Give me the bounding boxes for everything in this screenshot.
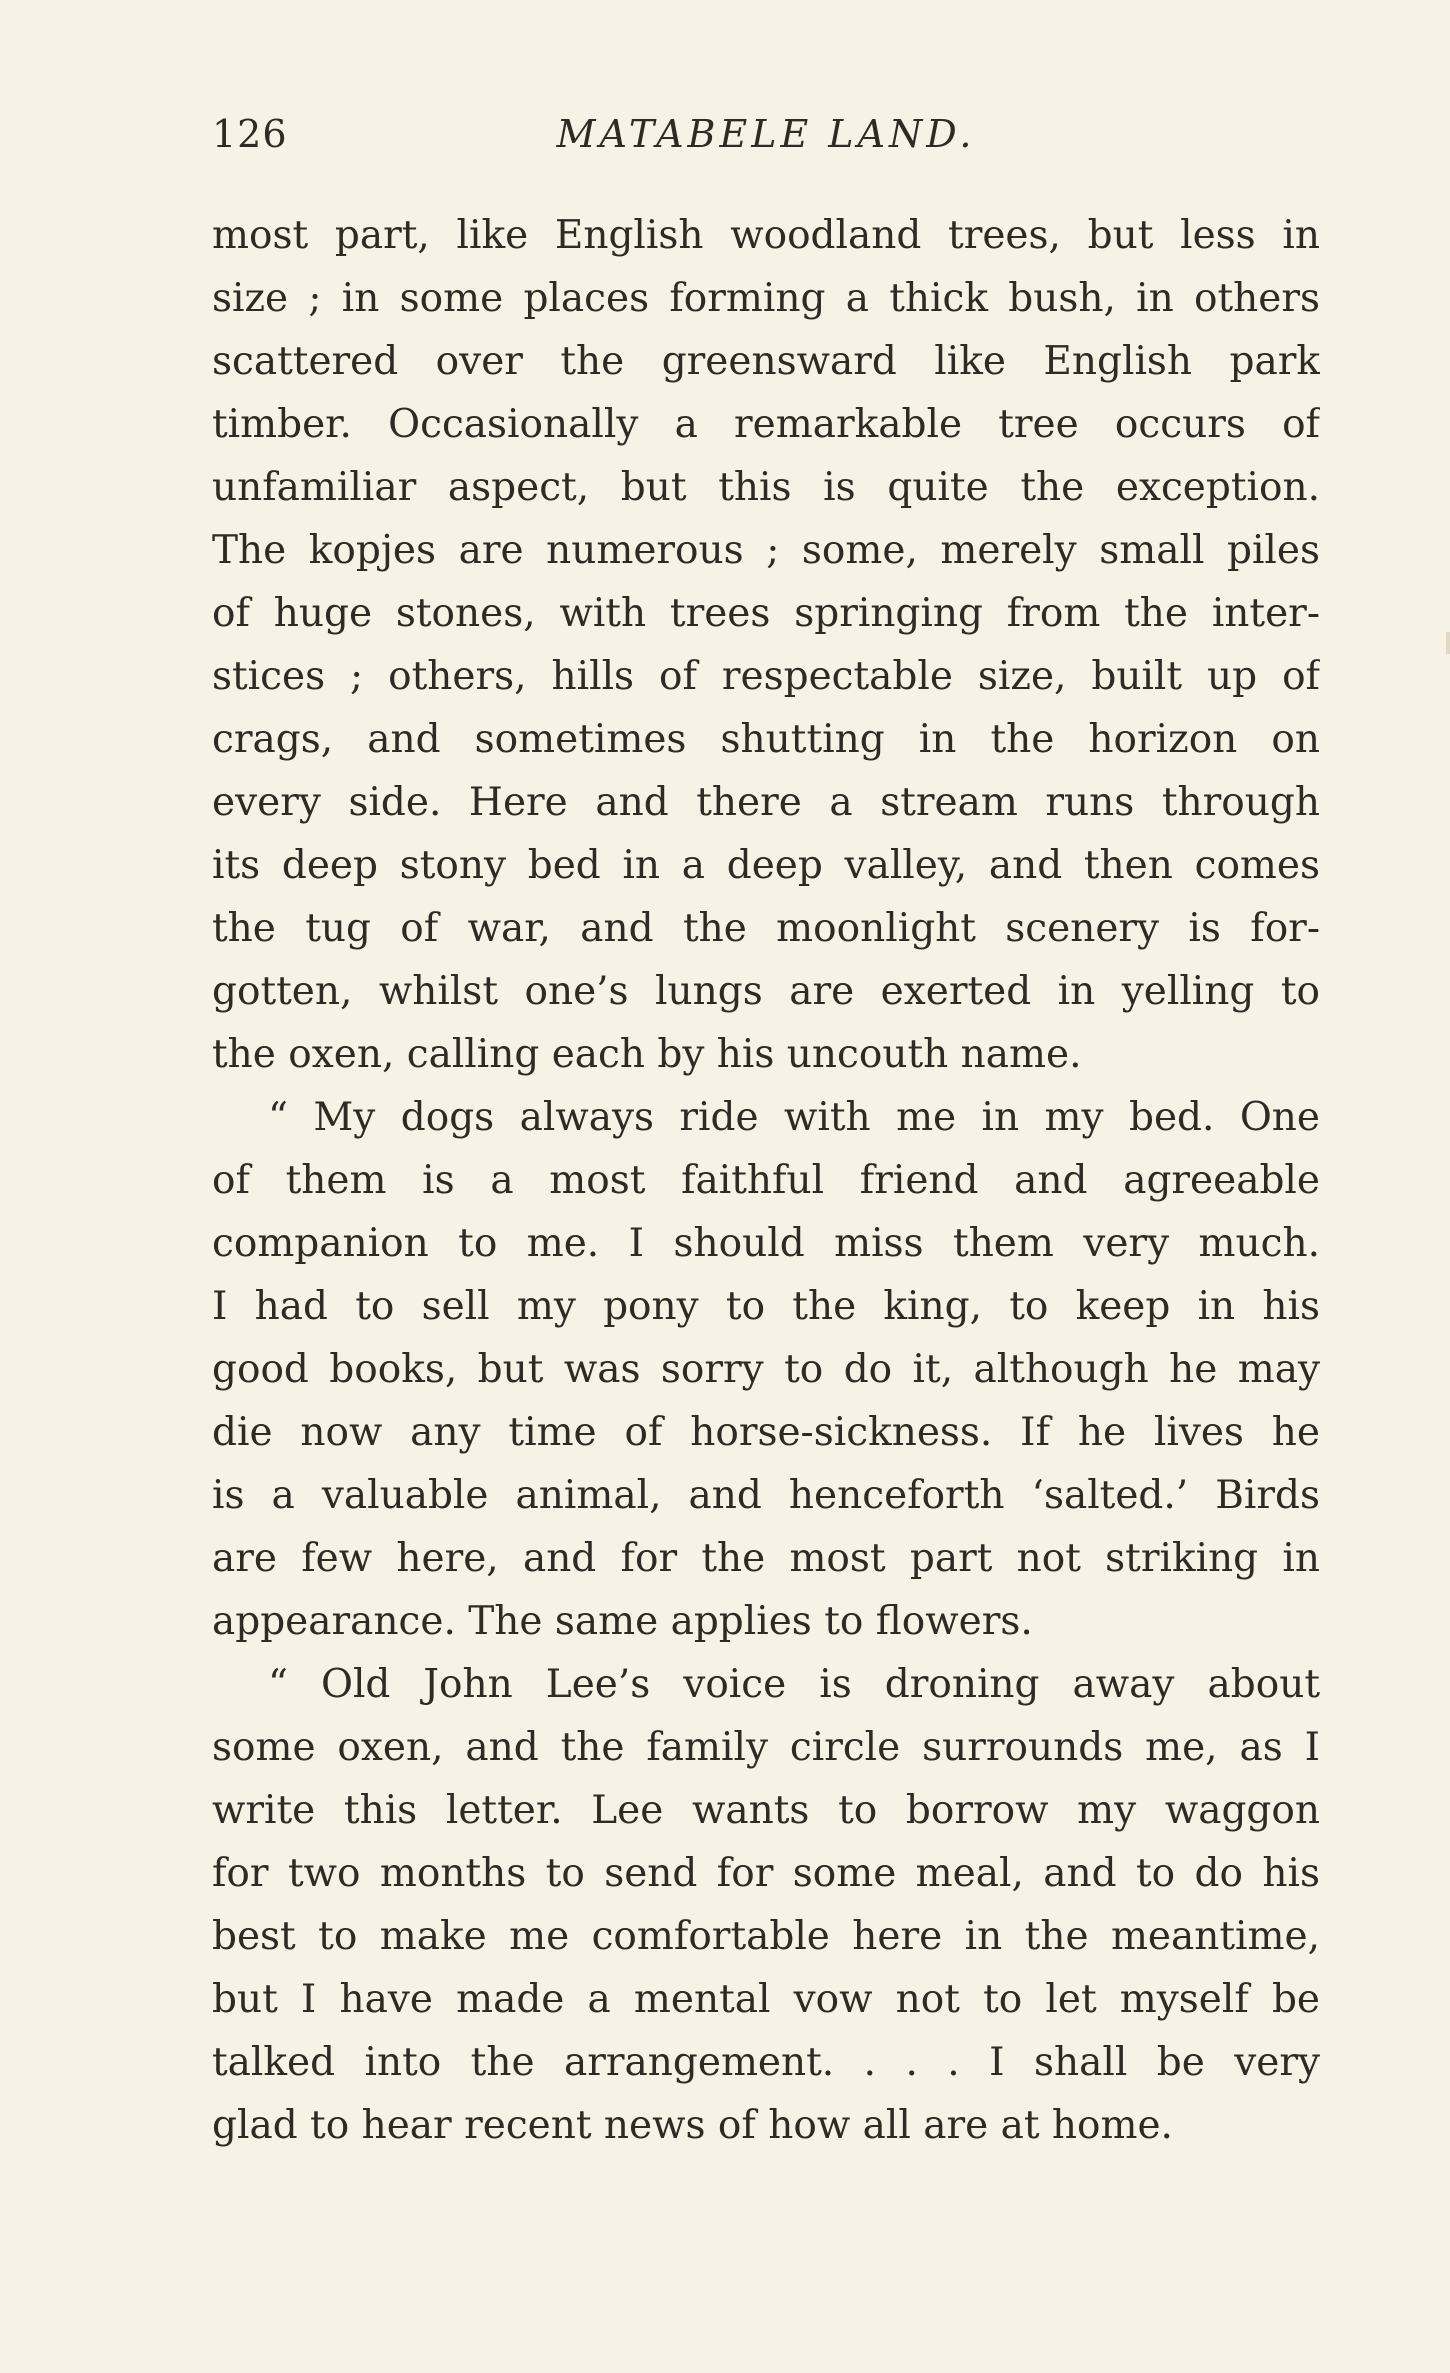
text-line: is a valuable animal, and henceforth ‘salted.’ Birds	[212, 1473, 1320, 1518]
text-line: die now any time of horse-sickness. If he lives he	[212, 1410, 1320, 1455]
text-line: stices ; others, hills of respectable size, built up of	[212, 654, 1320, 699]
text-line: best to make me comfortable here in the meantime,	[212, 1914, 1320, 1959]
body-text	[212, 204, 1320, 2157]
text-line: talked into the arrangement. . . . I shall be very	[212, 2040, 1320, 2085]
text-line: the oxen, calling each by his uncouth name.	[212, 1032, 1082, 1077]
text-line: crags, and sometimes shutting in the horizon on	[212, 717, 1320, 762]
text-line: The kopjes are numerous ; some, merely small piles	[212, 528, 1320, 573]
running-head: MATABELE LAND.	[556, 112, 976, 156]
text-line: of them is a most faithful friend and agreeable	[212, 1158, 1320, 1203]
text-line: its deep stony bed in a deep valley, and then comes	[212, 843, 1320, 888]
text-line: gotten, whilst one’s lungs are exerted in yelling to	[212, 969, 1320, 1014]
text-line: glad to hear recent news of how all are at home.	[212, 2103, 1173, 2148]
text-line: most part, like English woodland trees, but less in	[212, 213, 1320, 258]
text-line: are few here, and for the most part not striking in	[212, 1536, 1320, 1581]
page-header	[212, 112, 1320, 172]
text-line: the tug of war, and the moonlight scenery is for-	[212, 906, 1320, 951]
text-line: size ; in some places forming a thick bush, in others	[212, 276, 1320, 321]
text-line: scattered over the greensward like English park	[212, 339, 1320, 384]
text-line: but I have made a mental vow not to let myself be	[212, 1977, 1320, 2022]
text-line: unfamiliar aspect, but this is quite the exception.	[212, 465, 1320, 510]
text-line: good books, but was sorry to do it, although he may	[212, 1347, 1320, 1392]
text-line: companion to me. I should miss them very much.	[212, 1221, 1320, 1266]
text-line: “ Old John Lee’s voice is droning away about	[268, 1662, 1320, 1707]
text-line: for two months to send for some meal, and to do his	[212, 1851, 1320, 1896]
text-line: appearance. The same applies to flowers.	[212, 1599, 1033, 1644]
text-line: some oxen, and the family circle surrounds me, as I	[212, 1725, 1320, 1770]
text-line: I had to sell my pony to the king, to keep in his	[212, 1284, 1320, 1329]
text-line: every side. Here and there a stream runs through	[212, 780, 1320, 825]
text-line: of huge stones, with trees springing from the inter-	[212, 591, 1320, 636]
page-number: 126	[212, 112, 288, 156]
text-line: timber. Occasionally a remarkable tree occurs of	[212, 402, 1320, 447]
page-edge-mark	[1446, 632, 1450, 654]
text-line: “ My dogs always ride with me in my bed. One	[268, 1095, 1320, 1140]
text-line: write this letter. Lee wants to borrow my waggon	[212, 1788, 1320, 1833]
